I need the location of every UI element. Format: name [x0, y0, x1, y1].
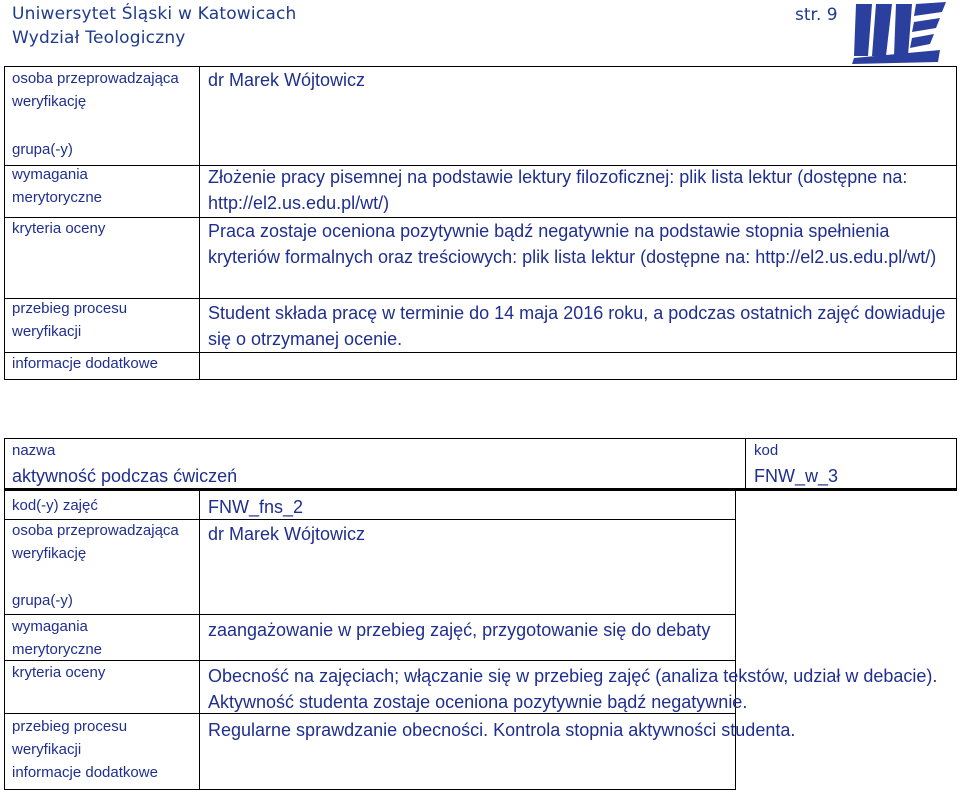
card1-requirements-label: wymagania merytoryczne [12, 166, 103, 206]
card1-person-label: osoba przeprowadzająca weryfikację [12, 70, 179, 110]
card1-divider [199, 66, 200, 380]
card2-classes-code-value: FNW_fns_2 [208, 497, 304, 517]
card2-requirements-label: wymagania merytoryczne [12, 618, 103, 658]
university-logo [850, 0, 950, 64]
card2-requirements-value: zaangażowanie w przebieg zajęć, przygotowanie się do debaty [208, 620, 711, 640]
card2-name-value: aktywność podczas ćwiczeń [12, 466, 238, 486]
card1-requirements-value: Złożenie pracy pisemnej na podstawie lektury filozoficznej: plik lista lektur (dostępne na: http://el2.us.edu.pl/wt/) [208, 167, 908, 213]
card1-extra-label: informacje dodatkowe [12, 355, 158, 372]
card2-person-value: dr Marek Wójtowicz [208, 524, 366, 544]
card2-name-label: nazwa [12, 442, 56, 459]
faculty-name: Wydział Teologiczny [12, 28, 186, 48]
card2-groups-label: grupa(-y) [12, 592, 73, 609]
card2-person-label: osoba przeprowadzająca weryfikację [12, 522, 179, 562]
card2-criteria-label: kryteria oceny [12, 664, 106, 681]
card2-code-label: kod [754, 442, 779, 459]
card2-top-border [4, 438, 957, 439]
card2-divider [199, 491, 200, 790]
card1-left-border [4, 66, 5, 380]
card2-code-divider [745, 438, 746, 490]
card2-extra-label: informacje dodatkowe [12, 764, 158, 781]
card2-row-line [4, 614, 736, 615]
card2-header-rule [4, 488, 957, 491]
card1-process-value: Student składa pracę w terminie do 14 maja 2016 roku, a podczas ostatnich zajęć dowiaduje się o otrzymanej ocenie. [208, 303, 946, 349]
card1-criteria-value: Praca zostaje oceniona pozytywnie bądź negatywnie na podstawie stopnia spełnienia kryteriów formalnych oraz treściowych: plik lista lektur (dostępne na: http://el2.us.edu.pl/wt/) [208, 221, 937, 267]
university-name: Uniwersytet Śląski w Katowicach [12, 4, 297, 24]
card2-process-value: Regularne sprawdzanie obecności. Kontrola stopnia aktywności studenta. [208, 720, 796, 740]
card1-right-border [956, 66, 957, 380]
card2-code-value: FNW_w_3 [754, 466, 839, 486]
card1-process-label: przebieg procesu weryfikacji [12, 300, 128, 340]
card2-criteria-value: Obecność na zajęciach; włączanie się w przebieg zajęć (analiza tekstów, udział w debacie). Aktywność studenta zostaje oceniona pozytywnie bądź negatywnie. [208, 666, 938, 712]
card1-top-border [4, 66, 957, 67]
card1-criteria-label: kryteria oceny [12, 220, 106, 237]
card2-bottom-border [4, 789, 736, 790]
card1-groups-label: grupa(-y) [12, 141, 73, 158]
card2-process-label: przebieg procesu weryfikacji [12, 718, 128, 758]
page-number: str. 9 [795, 5, 838, 25]
card1-person-value: dr Marek Wójtowicz [208, 70, 366, 90]
card1-bottom-border [4, 379, 957, 380]
card2-classes-code-label: kod(-y) zajęć [12, 497, 98, 514]
card2-right-border [956, 438, 957, 490]
